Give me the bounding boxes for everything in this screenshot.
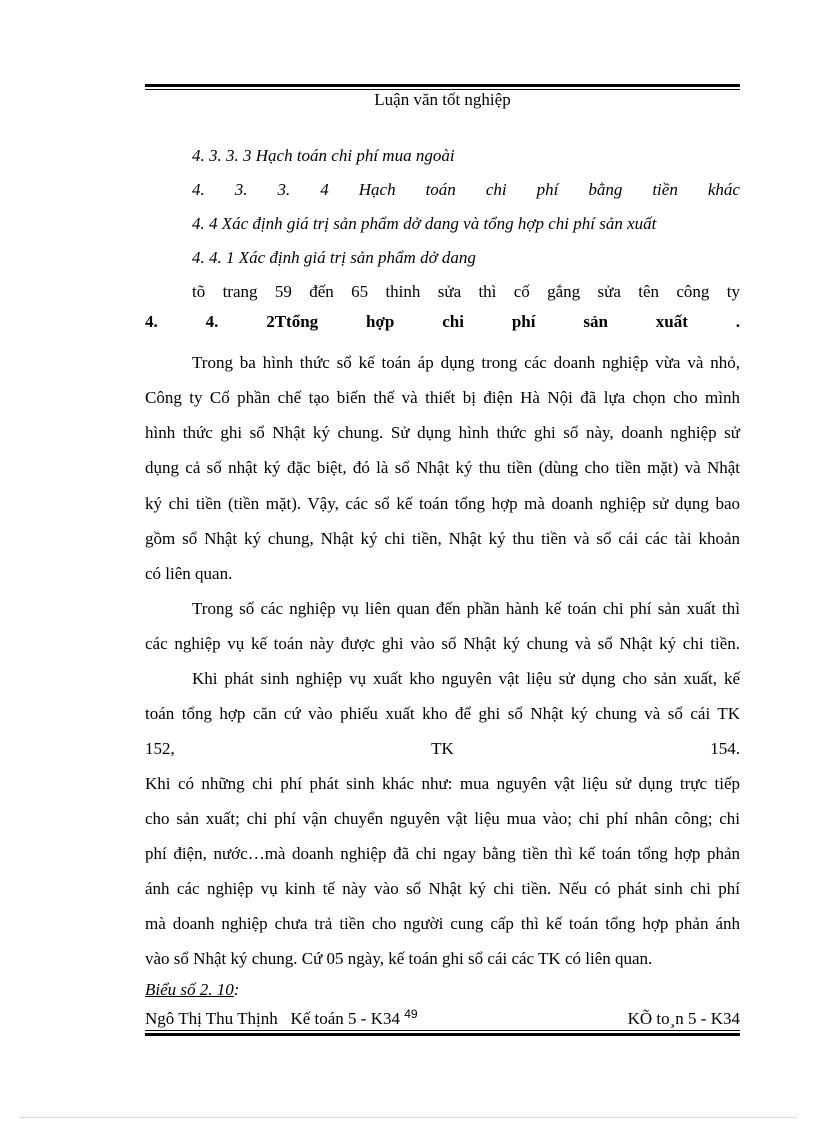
heading-word: . xyxy=(735,312,740,331)
body-line: có liên quan. xyxy=(145,564,233,583)
tk-line xyxy=(145,739,740,759)
footer-right: KÕ to¸n 5 - K34 xyxy=(627,1009,740,1028)
toc-word: 4. xyxy=(192,180,205,199)
heading-word: 2Ttổng xyxy=(266,312,319,331)
toc-word: chi xyxy=(485,180,507,199)
toc-line-3: 4. 4 Xác định giá trị sản phẩm dở dang và tổng hợp chi phí sản xuất xyxy=(192,214,657,233)
note-word: ty xyxy=(726,282,740,301)
toc-word: phí xyxy=(536,180,559,199)
footer-class: Kế toán 5 - K34 xyxy=(290,1009,400,1028)
footer-left xyxy=(145,1009,418,1029)
body-line: Công ty Cổ phần chế tạo biến thế và thiết bị điện Hà Nội đã lựa chọn cho mình xyxy=(145,388,740,407)
body-line: Trong ba hình thức sổ kế toán áp dụng trong các doanh nghiệp vừa và nhỏ, xyxy=(192,353,740,372)
heading-word: xuất xyxy=(655,312,688,331)
body-line: vào sổ Nhật ký chung. Cứ 05 ngày, kế toán ghi sổ cái các TK có liên quan. xyxy=(145,949,653,968)
note-word: gắng xyxy=(547,282,581,301)
note-word: cố xyxy=(513,282,530,301)
body-line: gồm sổ Nhật ký chung, Nhật ký chi tiền, Nhật ký thu tiền và sổ cái các tài khoản xyxy=(145,529,740,548)
body-line: phí điện, nước…mà doanh nghiệp đã chi ngay bằng tiền thì kế toán tổng hợp phản xyxy=(145,844,740,863)
note-word: 65 xyxy=(351,282,369,301)
body-line: dụng cả sổ nhật ký đặc biệt, đó là sổ Nhật ký thu tiền (dùng cho tiền mặt) và Nhật xyxy=(145,458,740,477)
tk-middle: TK xyxy=(431,739,454,758)
note-word: đến xyxy=(309,282,334,301)
note-word: công xyxy=(676,282,710,301)
note-word: sửa xyxy=(437,282,462,301)
heading-word: 4. xyxy=(145,312,158,331)
body-line: toán tổng hợp căn cứ vào phiếu xuất kho để ghi sổ Nhật ký chung và sổ cái TK xyxy=(145,704,740,723)
toc-word: 3. xyxy=(234,180,248,199)
note-word: tõ xyxy=(192,282,206,301)
toc-word: toán xyxy=(425,180,456,199)
toc-word: 3. xyxy=(277,180,291,199)
caption-suffix: : xyxy=(233,980,240,999)
body-line: Khi có những chi phí phát sinh khác như: mua nguyên vật liệu sử dụng trực tiếp xyxy=(145,774,740,793)
figure-caption xyxy=(145,980,740,1000)
footer-rule-thick xyxy=(145,1033,740,1036)
note-word: thì xyxy=(478,282,497,301)
heading-word: hợp xyxy=(366,312,395,331)
editor-note xyxy=(192,282,740,302)
section-heading xyxy=(145,312,740,332)
header-rule-thick xyxy=(145,84,740,87)
page-edge-dotted-line xyxy=(20,1117,796,1118)
heading-word: 4. xyxy=(205,312,219,331)
caption-label: Biểu số 2. 10 xyxy=(145,980,234,999)
toc-line-1: 4. 3. 3. 3 Hạch toán chi phí mua ngoài xyxy=(192,146,455,165)
toc-line-2-spread xyxy=(192,180,740,200)
body-line: Trong số các nghiệp vụ liên quan đến phần hành kế toán chi phí sản xuất thì xyxy=(192,599,740,618)
body-line: ký chi tiền (tiền mặt). Vậy, các sổ kế toán tổng hợp mà doanh nghiệp sử dụng bao xyxy=(145,494,740,513)
page-header-title: Luận văn tốt nghiệp xyxy=(374,90,511,109)
toc-word: bằng xyxy=(588,180,623,199)
body-line: mà doanh nghiệp chưa trả tiền cho người cung cấp thì kế toán tổng hợp phản ánh xyxy=(145,914,740,933)
toc-word: tiền xyxy=(652,180,678,199)
tk-right: 154. xyxy=(710,739,740,758)
heading-word: phí xyxy=(511,312,536,331)
body-line: cho sản xuất; chi phí vận chuyển nguyên vật liệu mua vào; chi phí nhân công; chi xyxy=(145,809,740,828)
toc-word: 4 xyxy=(320,180,329,199)
page-number: 49 xyxy=(404,1007,418,1021)
toc-word: khác xyxy=(707,180,740,199)
footer-rule-thin xyxy=(145,1030,740,1031)
note-word: thinh xyxy=(385,282,421,301)
toc-line-4: 4. 4. 1 Xác định giá trị sản phẩm dở dang xyxy=(192,248,476,267)
note-word: tên xyxy=(638,282,660,301)
heading-word: sản xyxy=(583,312,608,331)
heading-word: chi xyxy=(442,312,464,331)
note-word: 59 xyxy=(274,282,292,301)
body-line: các nghiệp vụ kế toán này được ghi vào sổ Nhật ký chung và sổ Nhật ký chi tiền. xyxy=(145,634,740,653)
body-line: ánh các nghiệp vụ kinh tế này vào sổ Nhật ký chi tiền. Nếu có phát sinh chi phí xyxy=(145,879,740,898)
note-word: sửa xyxy=(597,282,621,301)
toc-word: Hạch xyxy=(358,180,396,199)
tk-left: 152, xyxy=(145,739,175,758)
body-line: Khi phát sinh nghiệp vụ xuất kho nguyên vật liệu sử dụng cho sản xuất, kế xyxy=(192,669,740,688)
footer-author: Ngô Thị Thu Thịnh xyxy=(145,1009,278,1028)
note-word: trang xyxy=(222,282,258,301)
body-line: hình thức ghi sổ Nhật ký chung. Sử dụng hình thức ghi sổ này, doanh nghiệp sử xyxy=(145,423,740,442)
